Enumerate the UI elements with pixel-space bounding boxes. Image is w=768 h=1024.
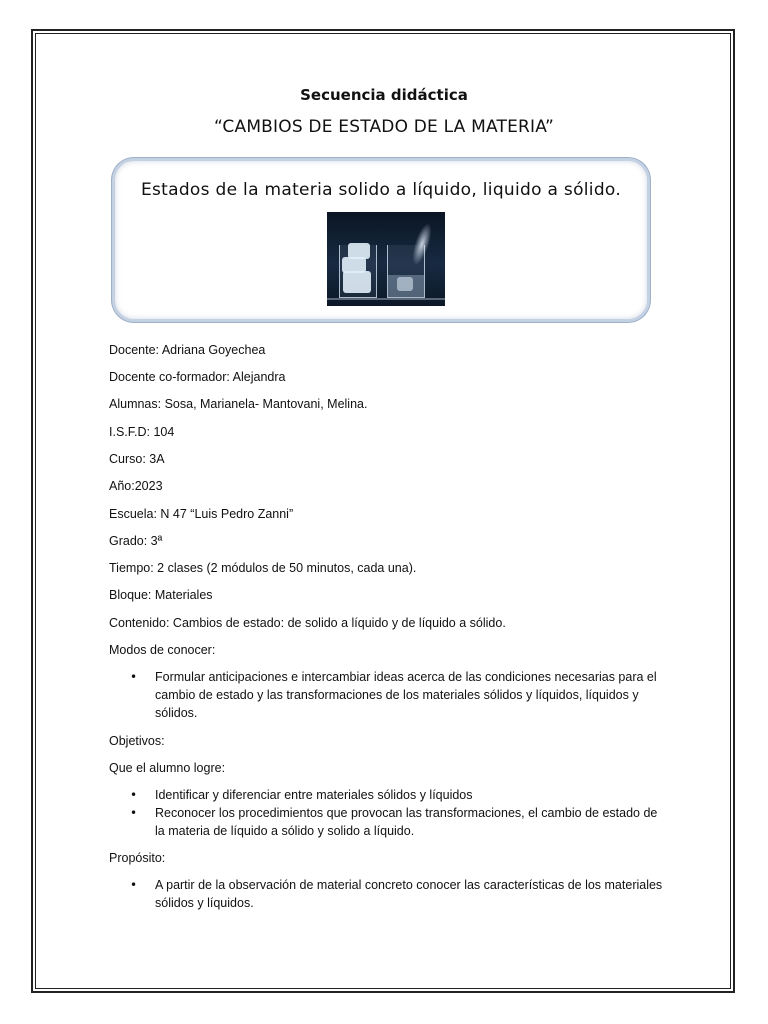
objetivos-item: Reconocer los procedimientos que provocan las transformaciones, el cambio de estado de la materia de líquido a sólido y solido a líquido. bbox=[155, 806, 658, 838]
info-alumnas: Alumnas: Sosa, Marianela- Mantovani, Melina. bbox=[109, 397, 368, 411]
info-escuela: Escuela: N 47 “Luis Pedro Zanni” bbox=[109, 507, 294, 521]
info-anio: Año:2023 bbox=[109, 479, 163, 493]
objetivos-intro: Que el alumno logre: bbox=[109, 761, 226, 775]
bullet: • bbox=[130, 806, 138, 820]
info-contenido: Contenido: Cambios de estado: de solido a líquido y de líquido a sólido. bbox=[109, 616, 506, 630]
water-splash bbox=[409, 221, 436, 267]
modos-heading: Modos de conocer: bbox=[109, 643, 216, 657]
document-subtitle: “CAMBIOS DE ESTADO DE LA MATERIA” bbox=[214, 117, 554, 137]
document-title: Secuencia didáctica bbox=[300, 86, 468, 104]
info-isfd: I.S.F.D: 104 bbox=[109, 425, 175, 439]
ice-water-glasses-image bbox=[327, 212, 445, 306]
bullet: • bbox=[130, 878, 138, 892]
table-surface bbox=[327, 298, 445, 300]
ice-cube bbox=[342, 257, 366, 273]
proposito-heading: Propósito: bbox=[109, 851, 166, 865]
info-coformador: Docente co-formador: Alejandra bbox=[109, 370, 286, 384]
info-bloque: Bloque: Materiales bbox=[109, 588, 213, 602]
ice-cube bbox=[343, 271, 371, 293]
info-curso: Curso: 3A bbox=[109, 452, 165, 466]
bullet: • bbox=[130, 788, 138, 802]
bullet: • bbox=[130, 670, 138, 684]
ice-cube bbox=[348, 243, 370, 259]
ice-cube bbox=[397, 277, 413, 291]
modos-item: Formular anticipaciones e intercambiar ideas acerca de las condiciones necesarias para el cambio de estado y las transformaciones de los materiales sólidos y líquidos, líquidos y sólidos. bbox=[155, 670, 657, 720]
info-tiempo: Tiempo: 2 clases (2 módulos de 50 minutos, cada una). bbox=[109, 561, 417, 575]
objetivos-item: Identificar y diferenciar entre materiales sólidos y líquidos bbox=[155, 788, 473, 802]
title-banner bbox=[112, 158, 650, 322]
info-grado: Grado: 3ª bbox=[109, 534, 163, 548]
objetivos-heading: Objetivos: bbox=[109, 734, 165, 748]
banner-text: Estados de la materia solido a líquido, liquido a sólido. bbox=[140, 180, 622, 200]
glass-with-ice bbox=[339, 245, 377, 298]
info-docente: Docente: Adriana Goyechea bbox=[109, 343, 266, 357]
proposito-item: A partir de la observación de material concreto conocer las características de los materiales sólidos y líquidos. bbox=[155, 878, 663, 910]
